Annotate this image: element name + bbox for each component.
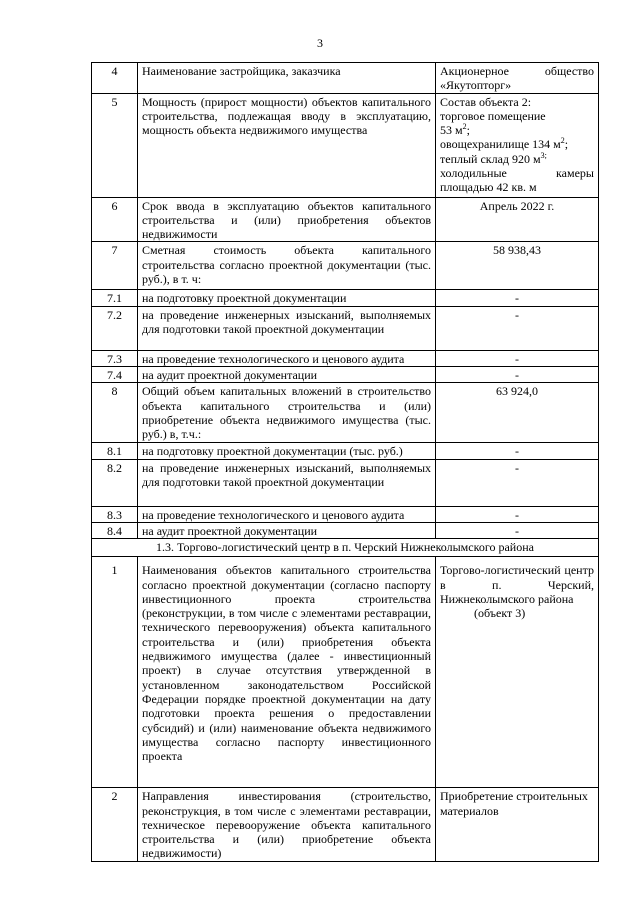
- row-number: 7: [92, 242, 138, 290]
- superscript: 2: [462, 122, 467, 132]
- value-part: 53 м: [440, 123, 463, 138]
- table-row: [92, 557, 599, 788]
- row-value: Апрель 2022 г.: [436, 197, 599, 242]
- row-value: -: [436, 306, 599, 350]
- value-line: холодильные камеры площадью 42 кв. м: [440, 166, 594, 195]
- row-value: -: [436, 350, 599, 366]
- row-number: 5: [92, 93, 138, 197]
- row-description: Сметная стоимость объекта капитального строительства согласно проектной документации (тыс. руб.), в т. ч:: [138, 242, 436, 290]
- row-number: 8: [92, 383, 138, 443]
- value-note: (объект 3): [474, 606, 526, 621]
- row-number: 4: [92, 63, 138, 94]
- value-part: ;: [564, 137, 569, 152]
- value-line: [440, 137, 594, 151]
- value-text: Торгово-логистический центр в п. Черский, Нижнеколымского района: [440, 563, 594, 606]
- row-number: 8.2: [92, 459, 138, 506]
- table-row: [92, 93, 599, 197]
- row-value: 58 938,43: [436, 242, 599, 290]
- project-table: [91, 62, 599, 862]
- row-description: на проведение технологического и ценового аудита: [138, 350, 436, 366]
- row-number: 7.3: [92, 350, 138, 366]
- section-heading: 1.3. Торгово-логистический центр в п. Черский Нижнеколымского района: [92, 539, 599, 557]
- row-value: -: [436, 506, 599, 522]
- row-number: 8.3: [92, 506, 138, 522]
- table-row: [92, 197, 599, 242]
- row-number: 6: [92, 197, 138, 242]
- table-row: [92, 506, 599, 522]
- row-description: на проведение инженерных изысканий, выполняемых для подготовки такой проектной документации: [138, 459, 436, 506]
- table-row: [92, 788, 599, 862]
- row-value: Приобретение строительных материалов: [436, 788, 599, 862]
- table-row: [92, 522, 599, 538]
- value-line: [440, 152, 594, 166]
- row-description: на подготовку проектной документации: [138, 290, 436, 306]
- row-description: Срок ввода в эксплуатацию объектов капитального строительства и (или) приобретения объектов недвижимости: [138, 197, 436, 242]
- row-value: -: [436, 367, 599, 383]
- row-value: [436, 557, 599, 788]
- page-number: 3: [317, 36, 323, 50]
- row-number: 7.4: [92, 367, 138, 383]
- row-value: -: [436, 459, 599, 506]
- row-number: 8.1: [92, 443, 138, 459]
- table-row: [92, 350, 599, 366]
- table-row: [92, 242, 599, 290]
- value-part: овощехранилище 134 м: [440, 137, 561, 152]
- table-row: [92, 306, 599, 350]
- table-row: [92, 367, 599, 383]
- row-description: на проведение технологического и ценового аудита: [138, 506, 436, 522]
- row-description: Направления инвестирования (строительство, реконструкция, в том числе с элементами реставрации, техническое перевооружение объекта капитального строительства и (или) приобретение объекта недвижимости): [138, 788, 436, 862]
- value-text: Акционерное общество «Якутопторг»: [440, 64, 594, 93]
- value-line: Состав объекта 2:: [440, 94, 532, 109]
- row-number: 1: [92, 557, 138, 788]
- row-value: [436, 93, 599, 197]
- row-description: Мощность (прирост мощности) объектов капитального строительства, подлежащая вводу в эксплуатацию, мощность объекта недвижимого имущества: [138, 93, 436, 197]
- value-line: торговое помещение: [440, 108, 546, 123]
- section-heading-row: [92, 539, 599, 557]
- row-number: 8.4: [92, 522, 138, 538]
- row-description: Наименования объектов капитального строительства согласно проектной документации (согласно паспорту инвестиционного проекта строительства (реконструкции, в том числе с элементами реставрации, технического перевооружения) объекта капитального строительства и (или) приобретения объекта недвижимого имущества (далее - инвестиционный проект) в случае отсутствия утвержденной в установленном законодательством Российской Федерации порядке проектной документации на дату подготовки проекта решения о предоставлении субсидий) и (или) наименование объекта недвижимого имущества согласно паспорту инвестиционного проекта: [138, 557, 436, 788]
- table-row: [92, 459, 599, 506]
- row-value: -: [436, 522, 599, 538]
- superscript: 2: [560, 136, 565, 146]
- row-description: на аудит проектной документации: [138, 367, 436, 383]
- row-description: на проведение инженерных изысканий, выполняемых для подготовки такой проектной документации: [138, 306, 436, 350]
- value-part: теплый склад 920 м: [440, 151, 541, 166]
- table-row: [92, 63, 599, 94]
- row-value: [436, 63, 599, 94]
- table-row: [92, 383, 599, 443]
- row-number: 7.1: [92, 290, 138, 306]
- row-value: -: [436, 443, 599, 459]
- row-number: 7.2: [92, 306, 138, 350]
- superscript: 3;: [540, 150, 547, 160]
- table-row: [92, 443, 599, 459]
- row-description: на аудит проектной документации: [138, 522, 436, 538]
- row-description: на подготовку проектной документации (тыс. руб.): [138, 443, 436, 459]
- value-part: ;: [466, 123, 470, 138]
- row-description: Общий объем капитальных вложений в строительство объекта капитального строительства и (или) приобретение объекта недвижимого имущества (тыс. руб.) в, т.ч.:: [138, 383, 436, 443]
- row-value: 63 924,0: [436, 383, 599, 443]
- table-row: [92, 290, 599, 306]
- value-line: [440, 123, 594, 137]
- row-number: 2: [92, 788, 138, 862]
- row-description: Наименование застройщика, заказчика: [138, 63, 436, 94]
- row-value: -: [436, 290, 599, 306]
